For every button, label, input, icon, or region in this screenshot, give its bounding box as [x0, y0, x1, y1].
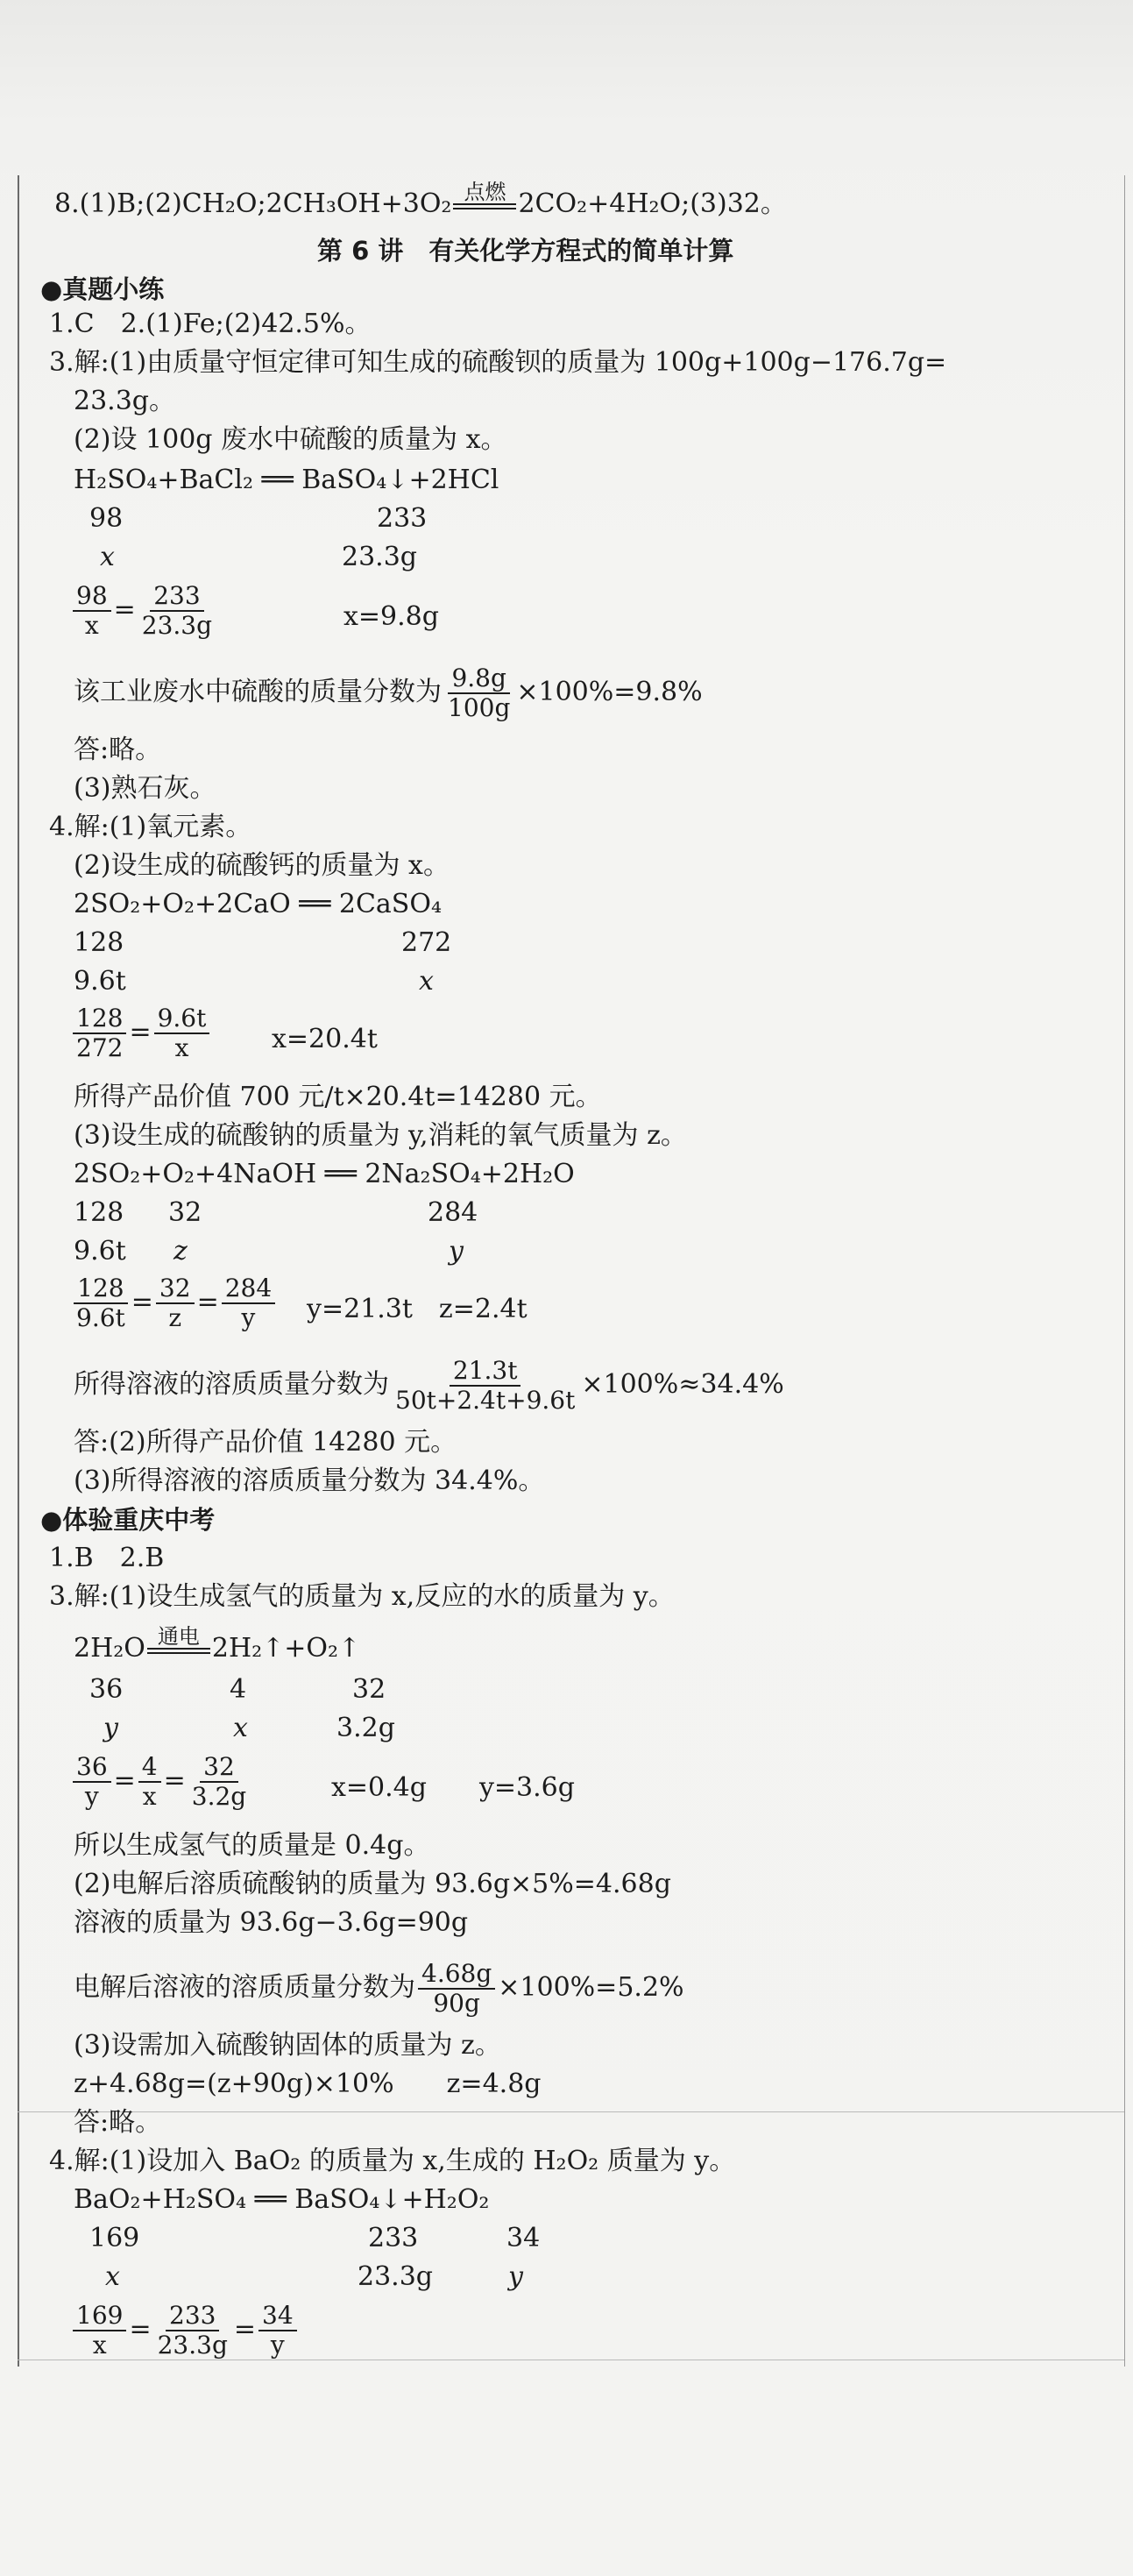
section-heading-practice: ●真题小练: [40, 274, 165, 304]
answer-4-part2: (2)设生成的硫酸钙的质量为 x。: [74, 850, 450, 881]
unknown-var: y: [508, 2261, 523, 2292]
horizontal-rule: [18, 2111, 1124, 2112]
unknown-var: y: [449, 1236, 464, 1267]
reaction-arrow: 通电: [147, 1625, 210, 1664]
molar-mass: 4: [230, 1674, 247, 1705]
right-margin-rule: [1124, 175, 1125, 2367]
reaction-arrow: 点燃: [453, 181, 516, 220]
answer-4-final-2: (3)所得溶液的溶质质量分数为 34.4%。: [74, 1465, 545, 1496]
solution-fraction: 所得溶液的溶质质量分数为 $\frac{21.3t}{50t+2.4t+9.6t}$ ×100%≈34.4%: [74, 1356, 784, 1415]
molar-mass: 128: [74, 1197, 124, 1228]
answer-b3-part2: (2)电解后溶质硫酸钠的质量为 93.6g×5%=4.68g: [74, 1869, 671, 1899]
answer-q8: 8.(1)B;(2)CH₂O;2CH₃OH+3O₂ 点燃 2CO₂+4H₂O;(3)32。: [54, 180, 787, 219]
answer-3-part3: (3)熟石灰。: [74, 773, 216, 804]
molar-mass: 128: [74, 927, 124, 958]
known-mass: 23.3g: [358, 2261, 434, 2292]
result: x=20.4t: [272, 1024, 378, 1054]
known-mass: 9.6t: [74, 966, 126, 997]
molar-mass: 32: [168, 1197, 202, 1228]
known-mass: 9.6t: [74, 1236, 126, 1267]
answer-4-final-1: 答:(2)所得产品价值 14280 元。: [74, 1427, 457, 1458]
answer-4-part3: (3)设生成的硫酸钠的质量为 y,消耗的氧气质量为 z。: [74, 1120, 687, 1151]
equation-so2-naoh: 2SO₂+O₂+4NaOH ══ 2Na₂SO₄+2H₂O: [74, 1159, 575, 1189]
answer-3-line2: 23.3g。: [74, 386, 176, 416]
molar-mass: 36: [89, 1674, 124, 1705]
proportion: $\frac{169}{x}$ = $\frac{233}{23.3g}$ = $\frac{34}{y}$: [70, 2302, 300, 2360]
unknown-var: x: [419, 966, 434, 997]
molar-mass: 284: [428, 1197, 478, 1228]
molar-mass: 233: [368, 2223, 419, 2253]
answer-b3-line1: 3.解:(1)设生成氢气的质量为 x,反应的水的质量为 y。: [49, 1581, 675, 1612]
section-heading-exam: ●体验重庆中考: [40, 1505, 216, 1535]
left-margin-rule: [18, 175, 19, 2367]
answer-3-part2: (2)设 100g 废水中硫酸的质量为 x。: [74, 424, 507, 455]
unknown-var: x: [233, 1713, 248, 1743]
solution-mass: 溶液的质量为 93.6g−3.6g=90g: [74, 1907, 469, 1938]
proportion: $\frac{128}{9.6t}$ = $\frac{32}{z}$ = $\frac{284}{y}$: [70, 1274, 278, 1332]
unknown-var: x: [105, 2261, 120, 2292]
unknown-var: x: [100, 542, 115, 572]
mass-fraction: 该工业废水中硫酸的质量分数为 $\frac{9.8g}{100g}$ ×100%=9.8%: [74, 664, 703, 722]
molar-mass: 233: [377, 503, 428, 534]
equation-electrolysis: 2H₂O 通电 2H₂↑+O₂↑: [74, 1624, 361, 1664]
proportion: $\frac{128}{272}$ = $\frac{9.6t}{x}$: [70, 1004, 212, 1062]
proportion: $\frac{36}{y}$ = $\frac{4}{x}$ = $\frac{32}{3.2g}$: [70, 1753, 252, 1811]
result: y=21.3t z=2.4t: [307, 1294, 528, 1324]
molar-mass: 98: [89, 503, 124, 534]
equation-h2so4-bacl2: H₂SO₄+BaCl₂ ══ BaSO₄↓+2HCl: [74, 465, 499, 495]
answer-omitted: 答:略。: [74, 2107, 162, 2138]
known-mass: 3.2g: [336, 1713, 395, 1743]
molar-mass: 272: [401, 927, 452, 958]
equation-bao2: BaO₂+H₂SO₄ ══ BaSO₄↓+H₂O₂: [74, 2184, 490, 2215]
answer-b4-line1: 4.解:(1)设加入 BaO₂ 的质量为 x,生成的 H₂O₂ 质量为 y。: [49, 2146, 736, 2176]
proportion: $\frac{98}{x}$ = $\frac{233}{23.3g}$: [70, 582, 218, 640]
result: x=9.8g: [343, 601, 439, 632]
molar-mass: 32: [352, 1674, 386, 1705]
lesson-title: 第 6 讲 有关化学方程式的简单计算: [317, 236, 734, 266]
unknown-var: y: [103, 1713, 118, 1743]
unknown-var: z: [173, 1236, 188, 1267]
equation-so2-cao: 2SO₂+O₂+2CaO ══ 2CaSO₄: [74, 889, 442, 919]
electrolysis-fraction: 电解后溶液的溶质质量分数为 $\frac{4.68g}{90g}$ ×100%=5.2%: [74, 1959, 684, 2018]
answer-b3-part3: (3)设需加入硫酸钠固体的质量为 z。: [74, 2030, 501, 2061]
answer-3-line1: 3.解:(1)由质量守恒定律可知生成的硫酸钡的质量为 100g+100g−176.7g=: [49, 347, 947, 378]
answer-1-2: 1.C 2.(1)Fe;(2)42.5%。: [49, 309, 372, 339]
molar-mass: 34: [506, 2223, 541, 2253]
hydrogen-mass: 所以生成氢气的质量是 0.4g。: [74, 1830, 430, 1861]
product-value: 所得产品价值 700 元/t×20.4t=14280 元。: [74, 1082, 602, 1112]
known-mass: 23.3g: [342, 542, 418, 572]
answer-omitted: 答:略。: [74, 734, 162, 765]
answer-4-line1: 4.解:(1)氧元素。: [49, 812, 252, 842]
equation-z: z+4.68g=(z+90g)×10% z=4.8g: [74, 2069, 542, 2099]
molar-mass: 169: [89, 2223, 140, 2253]
result: x=0.4g y=3.6g: [331, 1772, 575, 1803]
answer-b-1-2: 1.B 2.B: [49, 1543, 165, 1573]
